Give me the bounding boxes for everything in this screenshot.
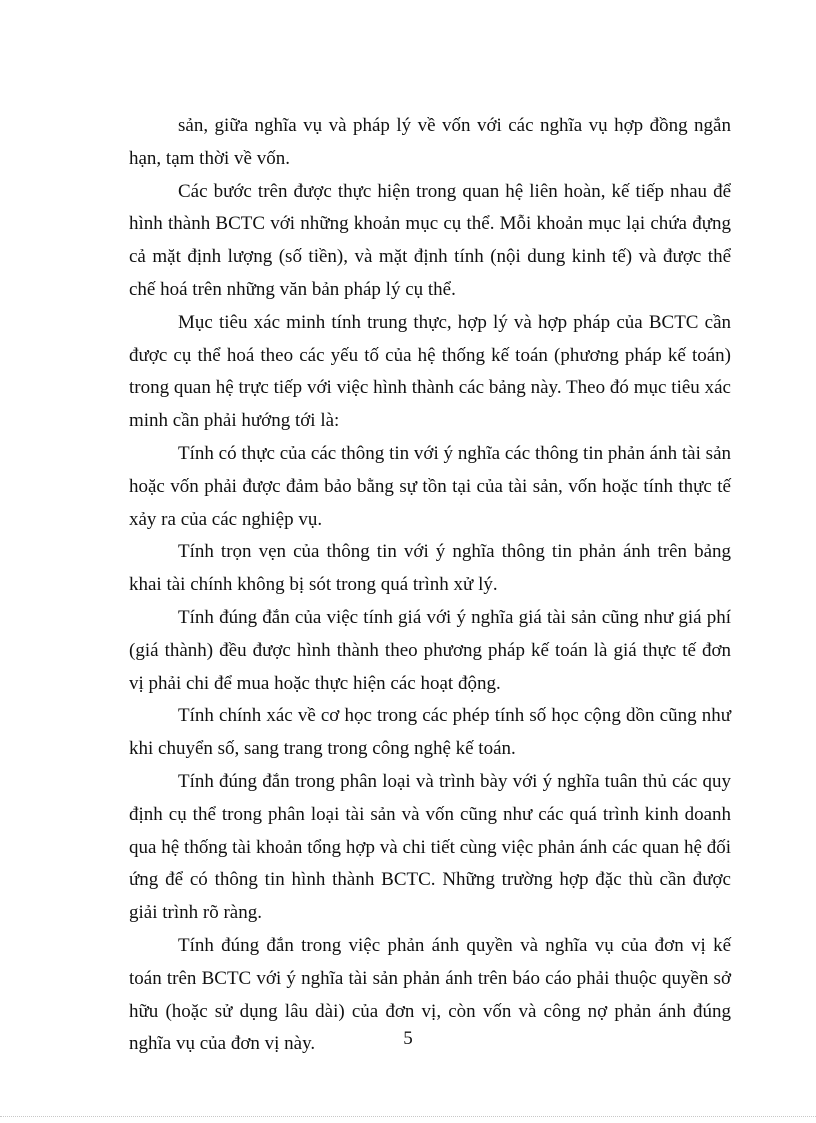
- paragraph: Tính đúng đắn của việc tính giá với ý nghĩa giá tài sản cũng như giá phí (giá thành) đều được hình thành theo phương pháp kế toán là giá thực tế đơn vị phải chi để mua hoặc thực hiện các hoạt động.: [129, 606, 731, 694]
- paragraph: Tính trọn vẹn của thông tin với ý nghĩa thông tin phản ánh trên bảng khai tài chính không bị sót trong quá trình xử lý.: [129, 541, 731, 596]
- paragraph: sản, giữa nghĩa vụ và pháp lý về vốn với các nghĩa vụ hợp đồng ngắn hạn, tạm thời về vốn.: [129, 115, 731, 169]
- document-body: [129, 110, 731, 1061]
- page-divider: [0, 1116, 816, 1117]
- paragraph: Mục tiêu xác minh tính trung thực, hợp lý và hợp pháp của BCTC cần được cụ thể hoá theo các yếu tố của hệ thống kế toán (phương pháp kế toán) trong quan hệ trực tiếp với việc hình thành các bảng này. Theo đó mục tiêu xác minh cần phải hướng tới là:: [129, 311, 731, 432]
- paragraph: Tính đúng đắn trong phân loại và trình bày với ý nghĩa tuân thủ các quy định cụ thể trong phân loại tài sản và vốn cũng như các quá trình kinh doanh qua hệ thống tài khoản tổng hợp và chi tiết cùng việc phản ánh các quan hệ đối ứng để có thông tin hình thành BCTC. Những trường hợp đặc thù cần được giải trình rõ ràng.: [129, 770, 731, 924]
- paragraph: Các bước trên được thực hiện trong quan hệ liên hoàn, kế tiếp nhau để hình thành BCTC với những khoản mục cụ thể. Mỗi khoản mục lại chứa đựng cả mặt định lượng (số tiền), và mặt định tính (nội dung kinh tế) và được thể chế hoá trên những văn bản pháp lý cụ thể.: [129, 180, 731, 300]
- paragraph: Tính có thực của các thông tin với ý nghĩa các thông tin phản ánh tài sản hoặc vốn phải được đảm bảo bằng sự tồn tại của tài sản, vốn hoặc tính thực tế xảy ra của các nghiệp vụ.: [129, 442, 731, 530]
- paragraph: Tính chính xác về cơ học trong các phép tính số học cộng dồn cũng như khi chuyển số, sang trang trong công nghệ kế toán.: [129, 705, 731, 760]
- page-number: 5: [403, 1028, 413, 1049]
- paragraph: Tính đúng đắn trong việc phản ánh quyền và nghĩa vụ của đơn vị kế toán trên BCTC với ý nghĩa tài sản phản ánh trên báo cáo phải thuộc quyền sở hữu (hoặc sử dụng lâu dài) của đơn vị, còn vốn và công nợ phản ánh đúng nghĩa vụ của đơn vị này.: [129, 934, 731, 1055]
